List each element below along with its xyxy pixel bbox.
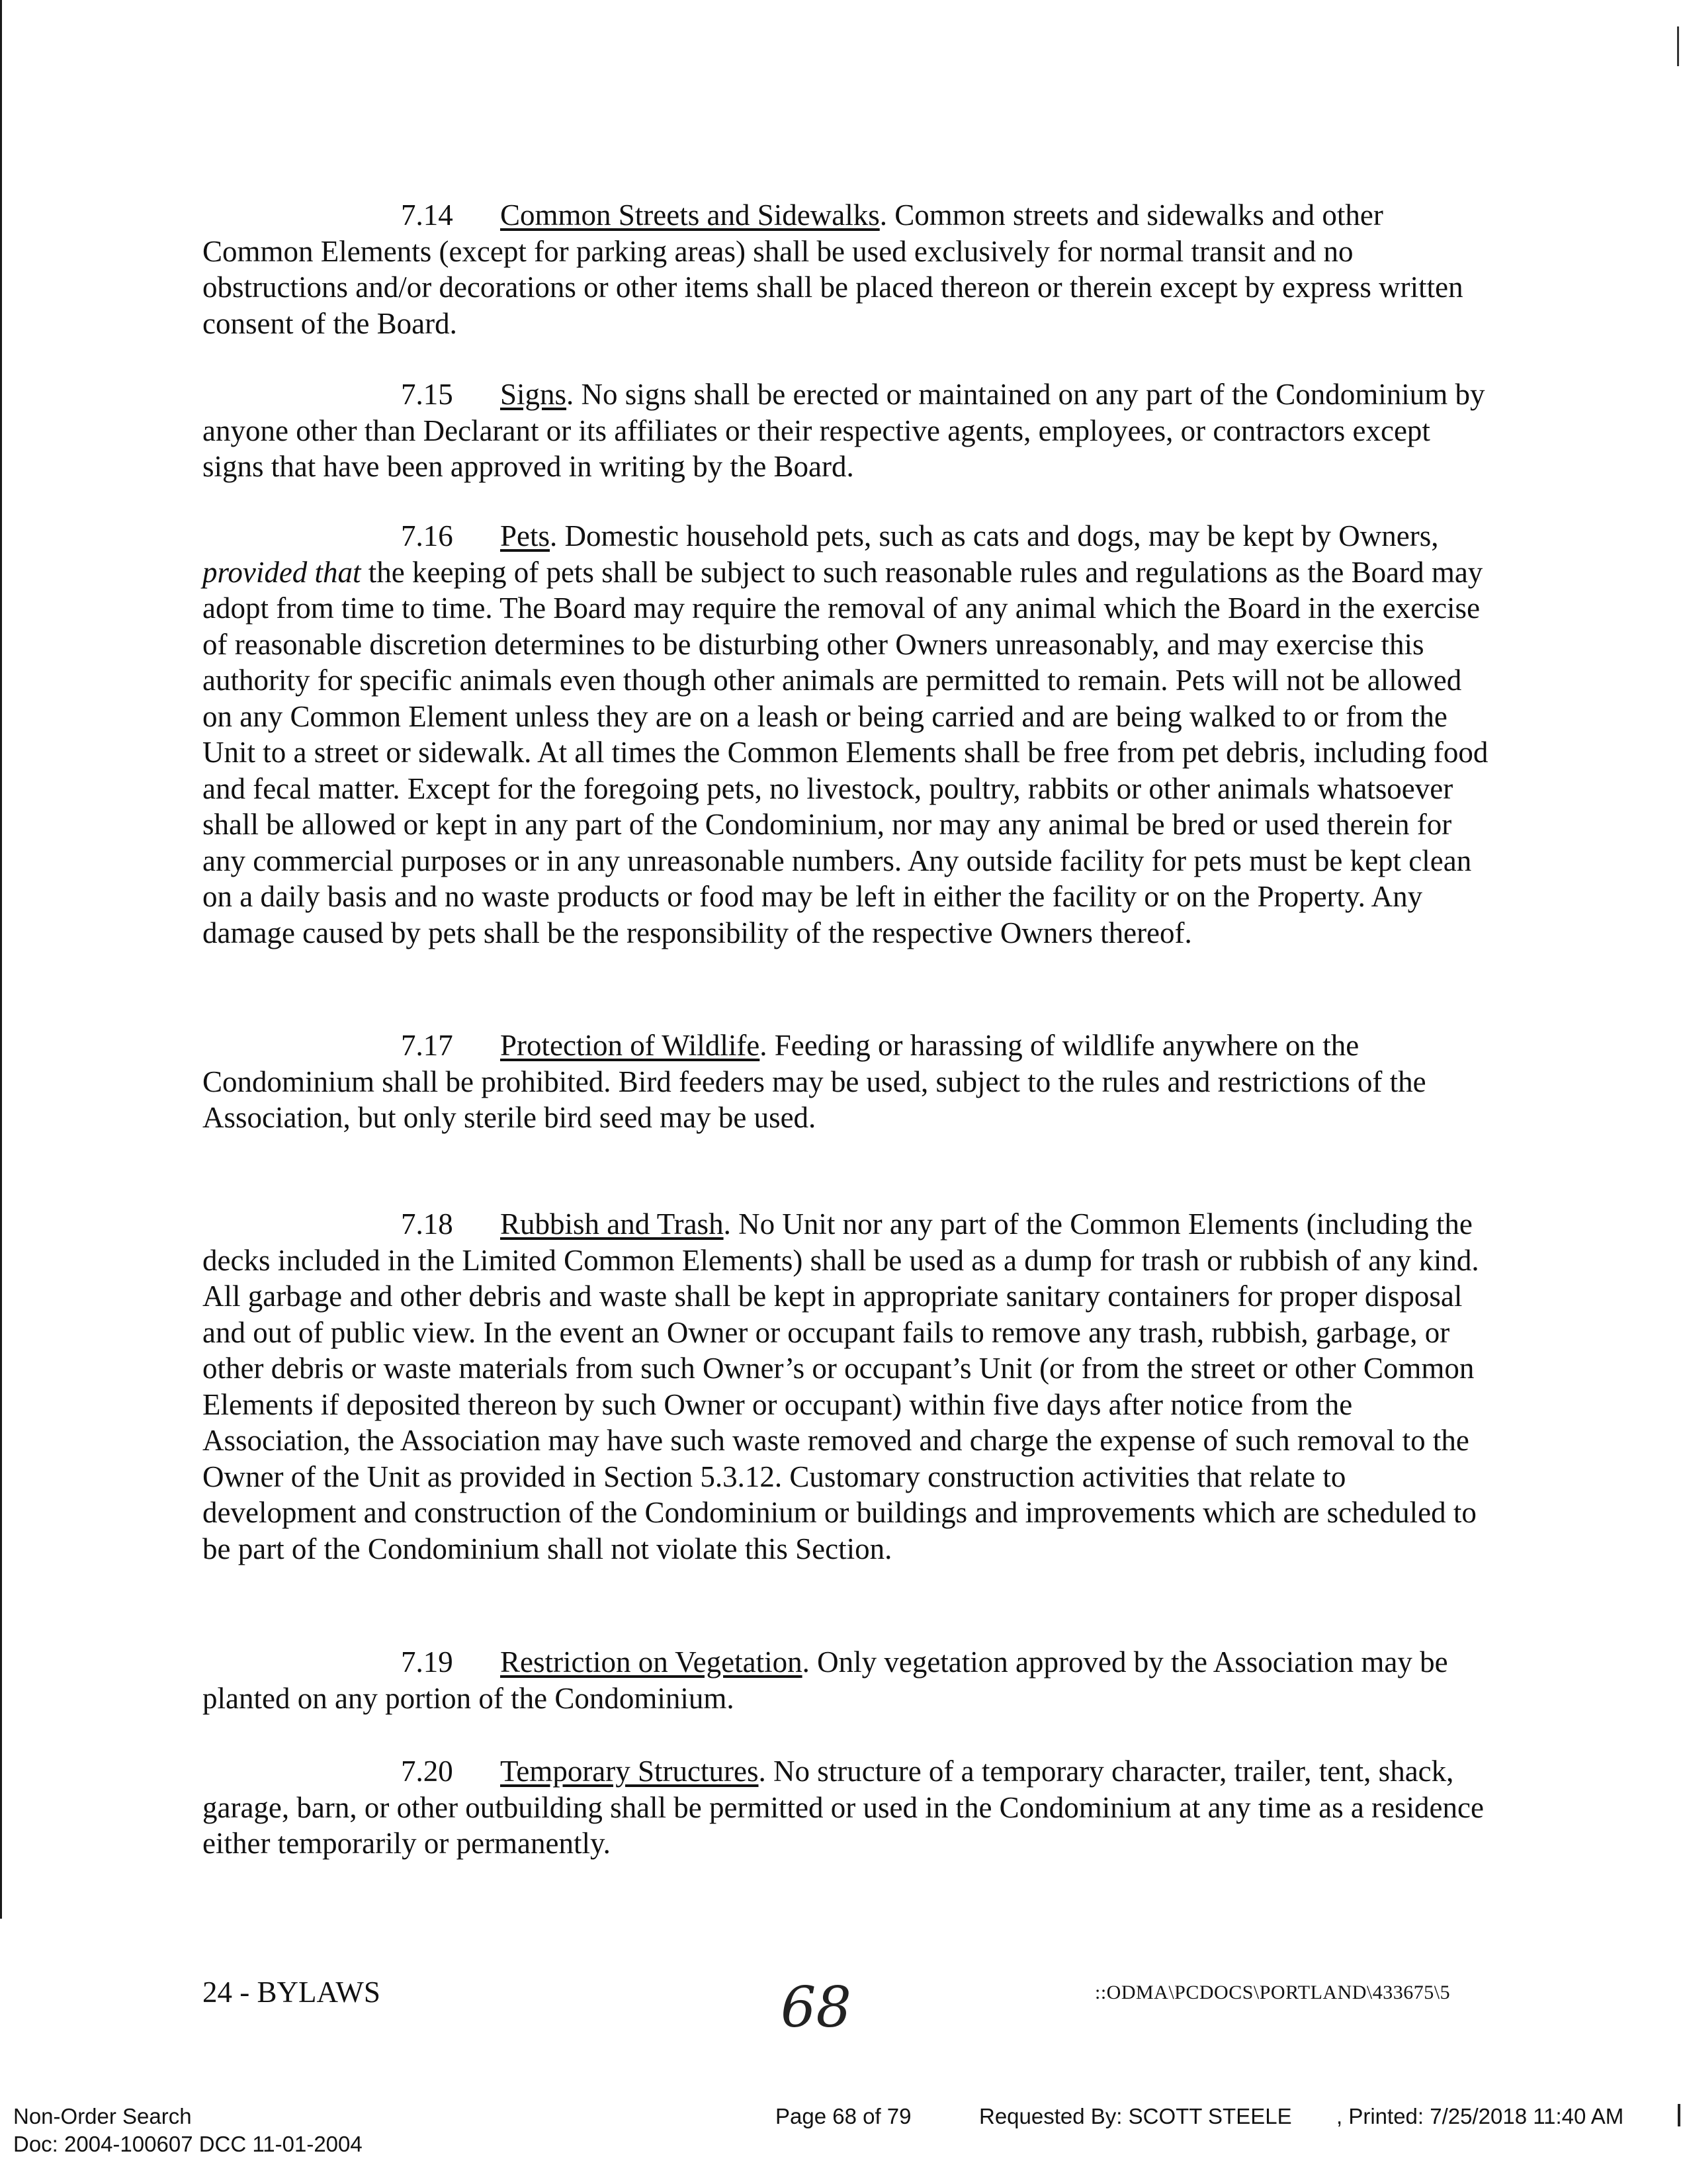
section-body: . No Unit nor any part of the Common Elements (including the decks included in the Limited Common Elements) shall be used as a dump for trash or rubbish of any kind. All garbage and other debris and waste shall be kept in appropriate sanitary containers for proper disposal and out of public view. In the event an Owner or occupant fails to remove any trash, rubbish, garbage, or other debris or waste materials from such Owner’s or occupant’s Unit (or from the street or other Common Elements if deposited thereon by such Owner or occupant) within five days after notice from the Association, the Association may have such waste removed and charge the expense of such removal to the Owner of the Unit as provided in Section 5.3.12. Customary construction activities that relate to development and construction of the Condominium or buildings and improvements which are scheduled to be part of the Condominium shall not violate this Section. — [202, 1207, 1479, 1565]
section-number: 7.17 — [401, 1029, 453, 1062]
section-number: 7.18 — [401, 1207, 453, 1241]
section-heading: Rubbish and Trash — [500, 1207, 724, 1241]
section-heading: Protection of Wildlife — [500, 1029, 760, 1062]
section-body: . Domestic household pets, such as cats and dogs, may be kept by Owners, — [550, 519, 1439, 552]
section-heading: Restriction on Vegetation — [500, 1645, 802, 1679]
section-body-italic: provided that — [202, 555, 361, 589]
scan-mark — [1677, 26, 1679, 66]
section-7-17 — [202, 1027, 1492, 1136]
stamp-page-of: Page 68 of 79 — [775, 2104, 912, 2128]
section-number: 7.14 — [401, 198, 453, 232]
section-body: . Common streets and sidewalks and other Common Elements (except for parking areas) shall be used exclusively for normal transit and no obstructions and/or decorations or other items shall be placed thereon or therein except by express written consent of the Board. — [202, 198, 1463, 340]
section-heading: Temporary Structures — [500, 1755, 759, 1788]
section-7-20 — [202, 1753, 1492, 1862]
section-body: . Feeding or harassing of wildlife anywhere on the Condominium shall be prohibited. Bird feeders may be used, subject to the rules and restrictions of the Association, but only sterile bird seed may be used. — [202, 1029, 1426, 1134]
section-heading: Signs — [500, 378, 567, 411]
section-7-15 — [202, 376, 1492, 485]
footer-doc-path: ::ODMA\PCDOCS\PORTLAND\433675\5 — [1095, 1982, 1451, 2003]
section-body: the keeping of pets shall be subject to such reasonable rules and regulations as the Board may adopt from time to time. The Board may require the removal of any animal which the Board in the exercise of reasonable discretion determines to be disturbing other Owners unreasonably, and may exercise this authority for specific animals even though other animals are permitted to remain. Pets will not be allowed on any Common Element unless they are on a leash or being carried and are being walked to or from the Unit to a street or sidewalk. At all times the Common Elements shall be free from pet debris, including food and fecal matter. Except for the foregoing pets, no livestock, poultry, rabbits or other animals whatsoever shall be allowed or kept in any part of the Condominium, nor may any animal be bred or used therein for any commercial purposes or in any unreasonable numbers. Any outside facility for pets must be kept clean on a daily basis and no waste products or food may be left in either the facility or on the Property. Any damage caused by pets shall be the responsibility of the respective Owners thereof. — [202, 555, 1489, 949]
section-7-19 — [202, 1644, 1492, 1716]
section-number: 7.16 — [401, 519, 453, 552]
section-heading: Pets — [500, 519, 550, 552]
section-number: 7.19 — [401, 1645, 453, 1679]
section-number: 7.20 — [401, 1755, 453, 1788]
handwritten-page-number: 68 — [781, 1975, 851, 2040]
stamp-doc-ref: Doc: 2004-100607 DCC 11-01-2004 — [13, 2132, 363, 2156]
scan-edge — [0, 0, 2, 1919]
section-number: 7.15 — [401, 378, 453, 411]
section-7-14 — [202, 197, 1492, 341]
section-body: . No structure of a temporary character, trailer, tent, shack, garage, barn, or other outbuilding shall be permitted or used in the Condominium at any time as a residence either temporarily or permanently. — [202, 1755, 1484, 1860]
stamp-printed: , Printed: 7/25/2018 11:40 AM — [1336, 2104, 1624, 2128]
section-7-16 — [202, 518, 1492, 951]
footer-page-label: 24 - BYLAWS — [202, 1976, 380, 2009]
section-body: . Only vegetation approved by the Association may be planted on any portion of the Condominium. — [202, 1645, 1448, 1715]
section-body: . No signs shall be erected or maintained on any part of the Condominium by anyone other than Declarant or its affiliates or their respective agents, employees, or contractors except signs that have been approved in writing by the Board. — [202, 378, 1485, 483]
section-7-18 — [202, 1206, 1492, 1567]
section-heading: Common Streets and Sidewalks — [500, 198, 880, 232]
scan-mark — [1678, 2104, 1680, 2126]
stamp-search-type: Non-Order Search — [13, 2104, 192, 2128]
stamp-requested-by: Requested By: SCOTT STEELE — [979, 2104, 1292, 2128]
